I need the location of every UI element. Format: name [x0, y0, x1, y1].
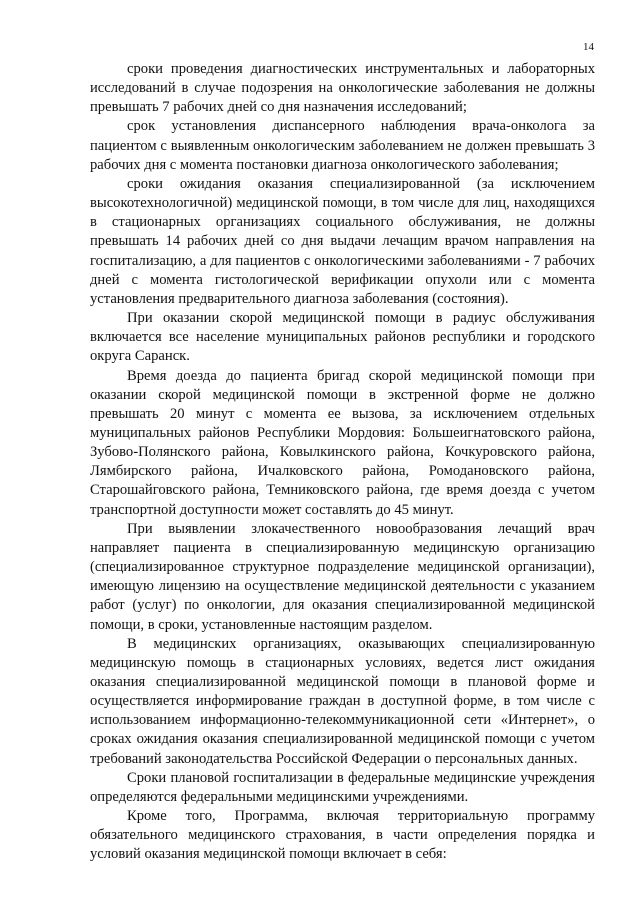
- paragraph-program-includes: Кроме того, Программа, включая территориальную программу обязательного медицинского страхования, в части определения порядка и условий оказания медицинской помощи включает в себя:: [90, 808, 595, 863]
- paragraph-specialized-care-waiting: сроки ожидания оказания специализированной (за исключением высокотехнологичной) медицинской помощи, в том числе для лиц, находящихся в стационарных организациях социального обслуживания, не должны превышать 14 рабочих дней со дня выдачи лечащим врачом направления на госпитализацию, а для пациентов с онкологическими заболеваниями - 7 рабочих дней с момента гистологической верификации опухоли или с момента установления предварительного диагноза заболевания (состояния).: [90, 175, 595, 307]
- paragraph-federal-hospitalization: Сроки плановой госпитализации в федеральные медицинские учреждения определяются федеральными медицинскими учреждениями.: [90, 769, 595, 805]
- page-number: 14: [583, 41, 594, 53]
- paragraph-emergency-service-radius: При оказании скорой медицинской помощи в радиус обслуживания включается все население муниципальных районов республики и городского округа Саранск.: [90, 310, 595, 365]
- paragraph-waiting-list: В медицинских организациях, оказывающих специализированную медицинскую помощь в стационарных условиях, ведется лист ожидания оказания специализированной медицинской помощи в плановой форме и осуществляется информирование граждан в доступной форме, в том числе с использованием информационно-телекоммуникационной сети «Интернет», о сроках ожидания оказания специализированной медицинской помощи с учетом требований законодательства Российской Федерации о персональных данных.: [90, 635, 595, 767]
- document-body: [90, 60, 595, 865]
- paragraph-malignancy-referral: При выявлении злокачественного новообразования лечащий врач направляет пациента в специализированную медицинскую организацию (специализированное структурное подразделение медицинской организации), имеющую лицензию на осуществление медицинской деятельности с указанием работ (услуг) по онкологии, для оказания специализированной медицинской помощи, в сроки, установленные настоящим разделом.: [90, 520, 595, 633]
- paragraph-oncologist-observation: срок установления диспансерного наблюдения врача-онколога за пациентом с выявленным онкологическим заболеванием не должен превышать 3 рабочих дня с момента постановки диагноза онкологического заболевания;: [90, 118, 595, 173]
- paragraph-ambulance-arrival-time: Время доезда до пациента бригад скорой медицинской помощи при оказании скорой медицинской помощи в экстренной форме не должно превышать 20 минут с момента ее вызова, за исключением отдельных муниципальных районов Республики Мордовия: Большеигнатовского района, Зубово-Полянского района, Ковылкинского района, Кочкуровского района, Лямбирского района, Ичалковского района, Ромодановского района, Старошайговского района, Темниковского района, где время доезда с учетом транспортной доступности может составлять до 45 минут.: [90, 367, 595, 518]
- paragraph-diagnostic-deadlines: сроки проведения диагностических инструментальных и лабораторных исследований в случае подозрения на онкологические заболевания не должны превышать 7 рабочих дней со дня назначения исследований;: [90, 61, 595, 116]
